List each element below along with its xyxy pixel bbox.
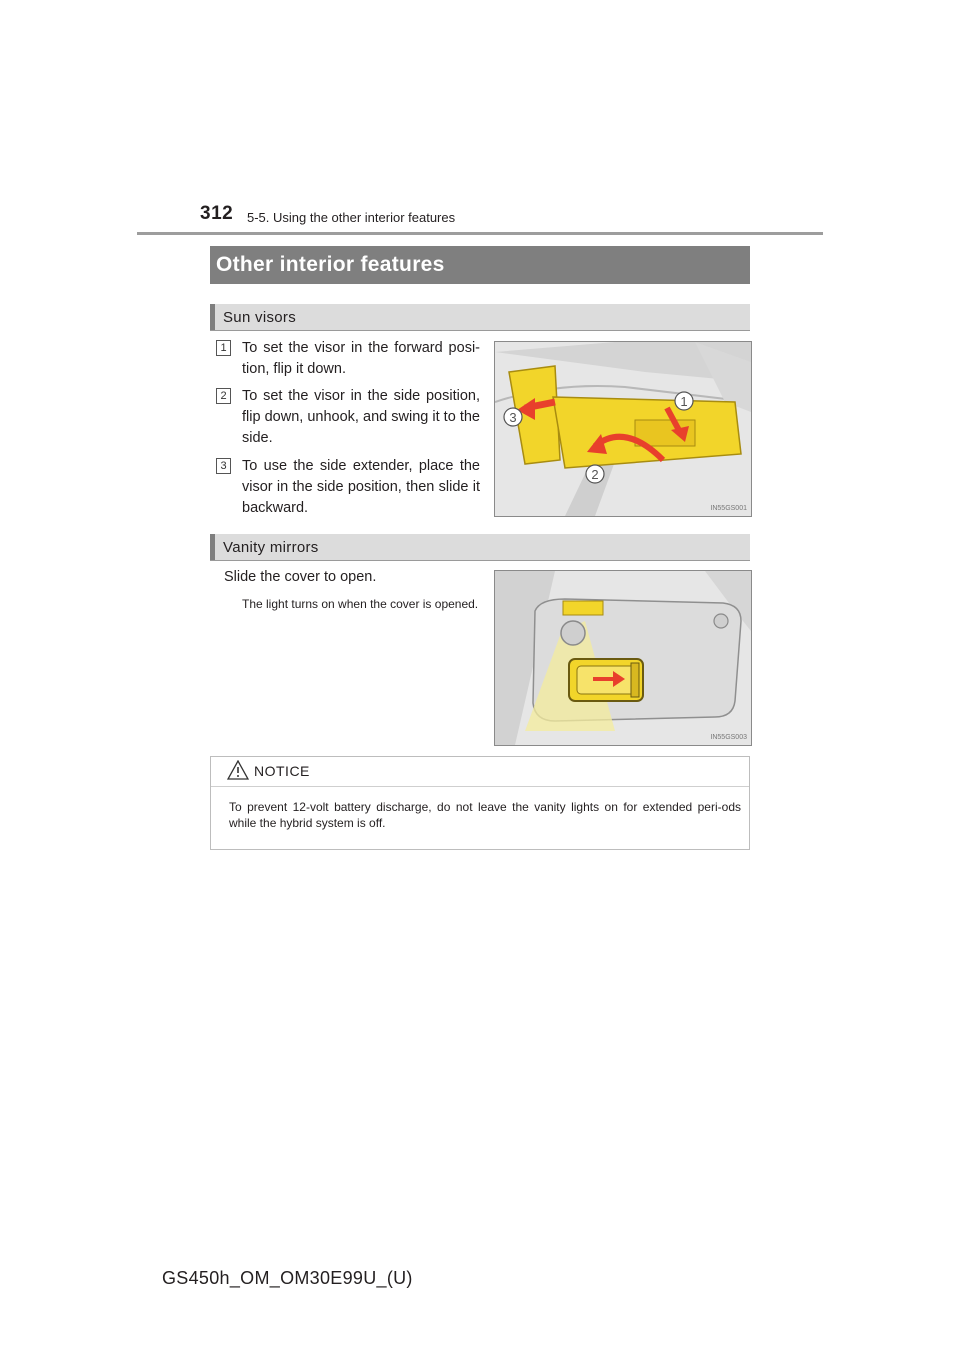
vanity-mirrors-heading-text: Vanity mirrors [223,539,319,556]
callout-3: 3 [509,410,517,425]
page-number: 312 [200,203,234,224]
section-title: Other interior features [216,253,445,276]
notice-title: NOTICE [254,763,310,779]
vanity-note: The light turns on when the cover is opened. [242,597,479,611]
sun-visor-drawing [495,342,751,516]
vanity-instruction: Slide the cover to open. [224,569,377,585]
notice-box [210,756,750,850]
header-rule [137,232,823,235]
sun-visor-illustration [494,341,752,517]
figure-code-2: IN55GS003 [710,734,747,741]
step-3-text: To use the side extender, place the visor in the side position, then slide it backward. [242,458,480,516]
step-2-number: 2 [216,388,231,404]
running-head: 5-5. Using the other interior features [247,210,456,225]
sun-visors-heading [210,304,750,331]
step-2-text: To set the visor in the side position, flip down, unhook, and swing it to the side. [242,388,480,446]
notice-text: To prevent 12-volt battery discharge, do not leave the vanity lights on for extended peri-ods while the hybrid system is off. [229,800,741,830]
vanity-mirror-drawing [495,571,751,745]
callout-2: 2 [591,467,599,482]
vanity-mirrors-heading [210,534,750,561]
step-1-number: 1 [216,340,231,356]
figure-code-1: IN55GS001 [710,505,747,512]
step-3-number: 3 [216,458,231,474]
sun-visors-heading-text: Sun visors [223,309,297,326]
notice-header [211,757,749,787]
document-code: GS450h_OM_OM30E99U_(U) [162,1268,413,1288]
warning-triangle-icon [227,760,249,780]
section-banner [210,246,750,284]
vanity-mirror-illustration [494,570,752,746]
callout-1: 1 [680,394,688,409]
step-1-text: To set the visor in the forward posi-tion, flip it down. [242,340,480,377]
